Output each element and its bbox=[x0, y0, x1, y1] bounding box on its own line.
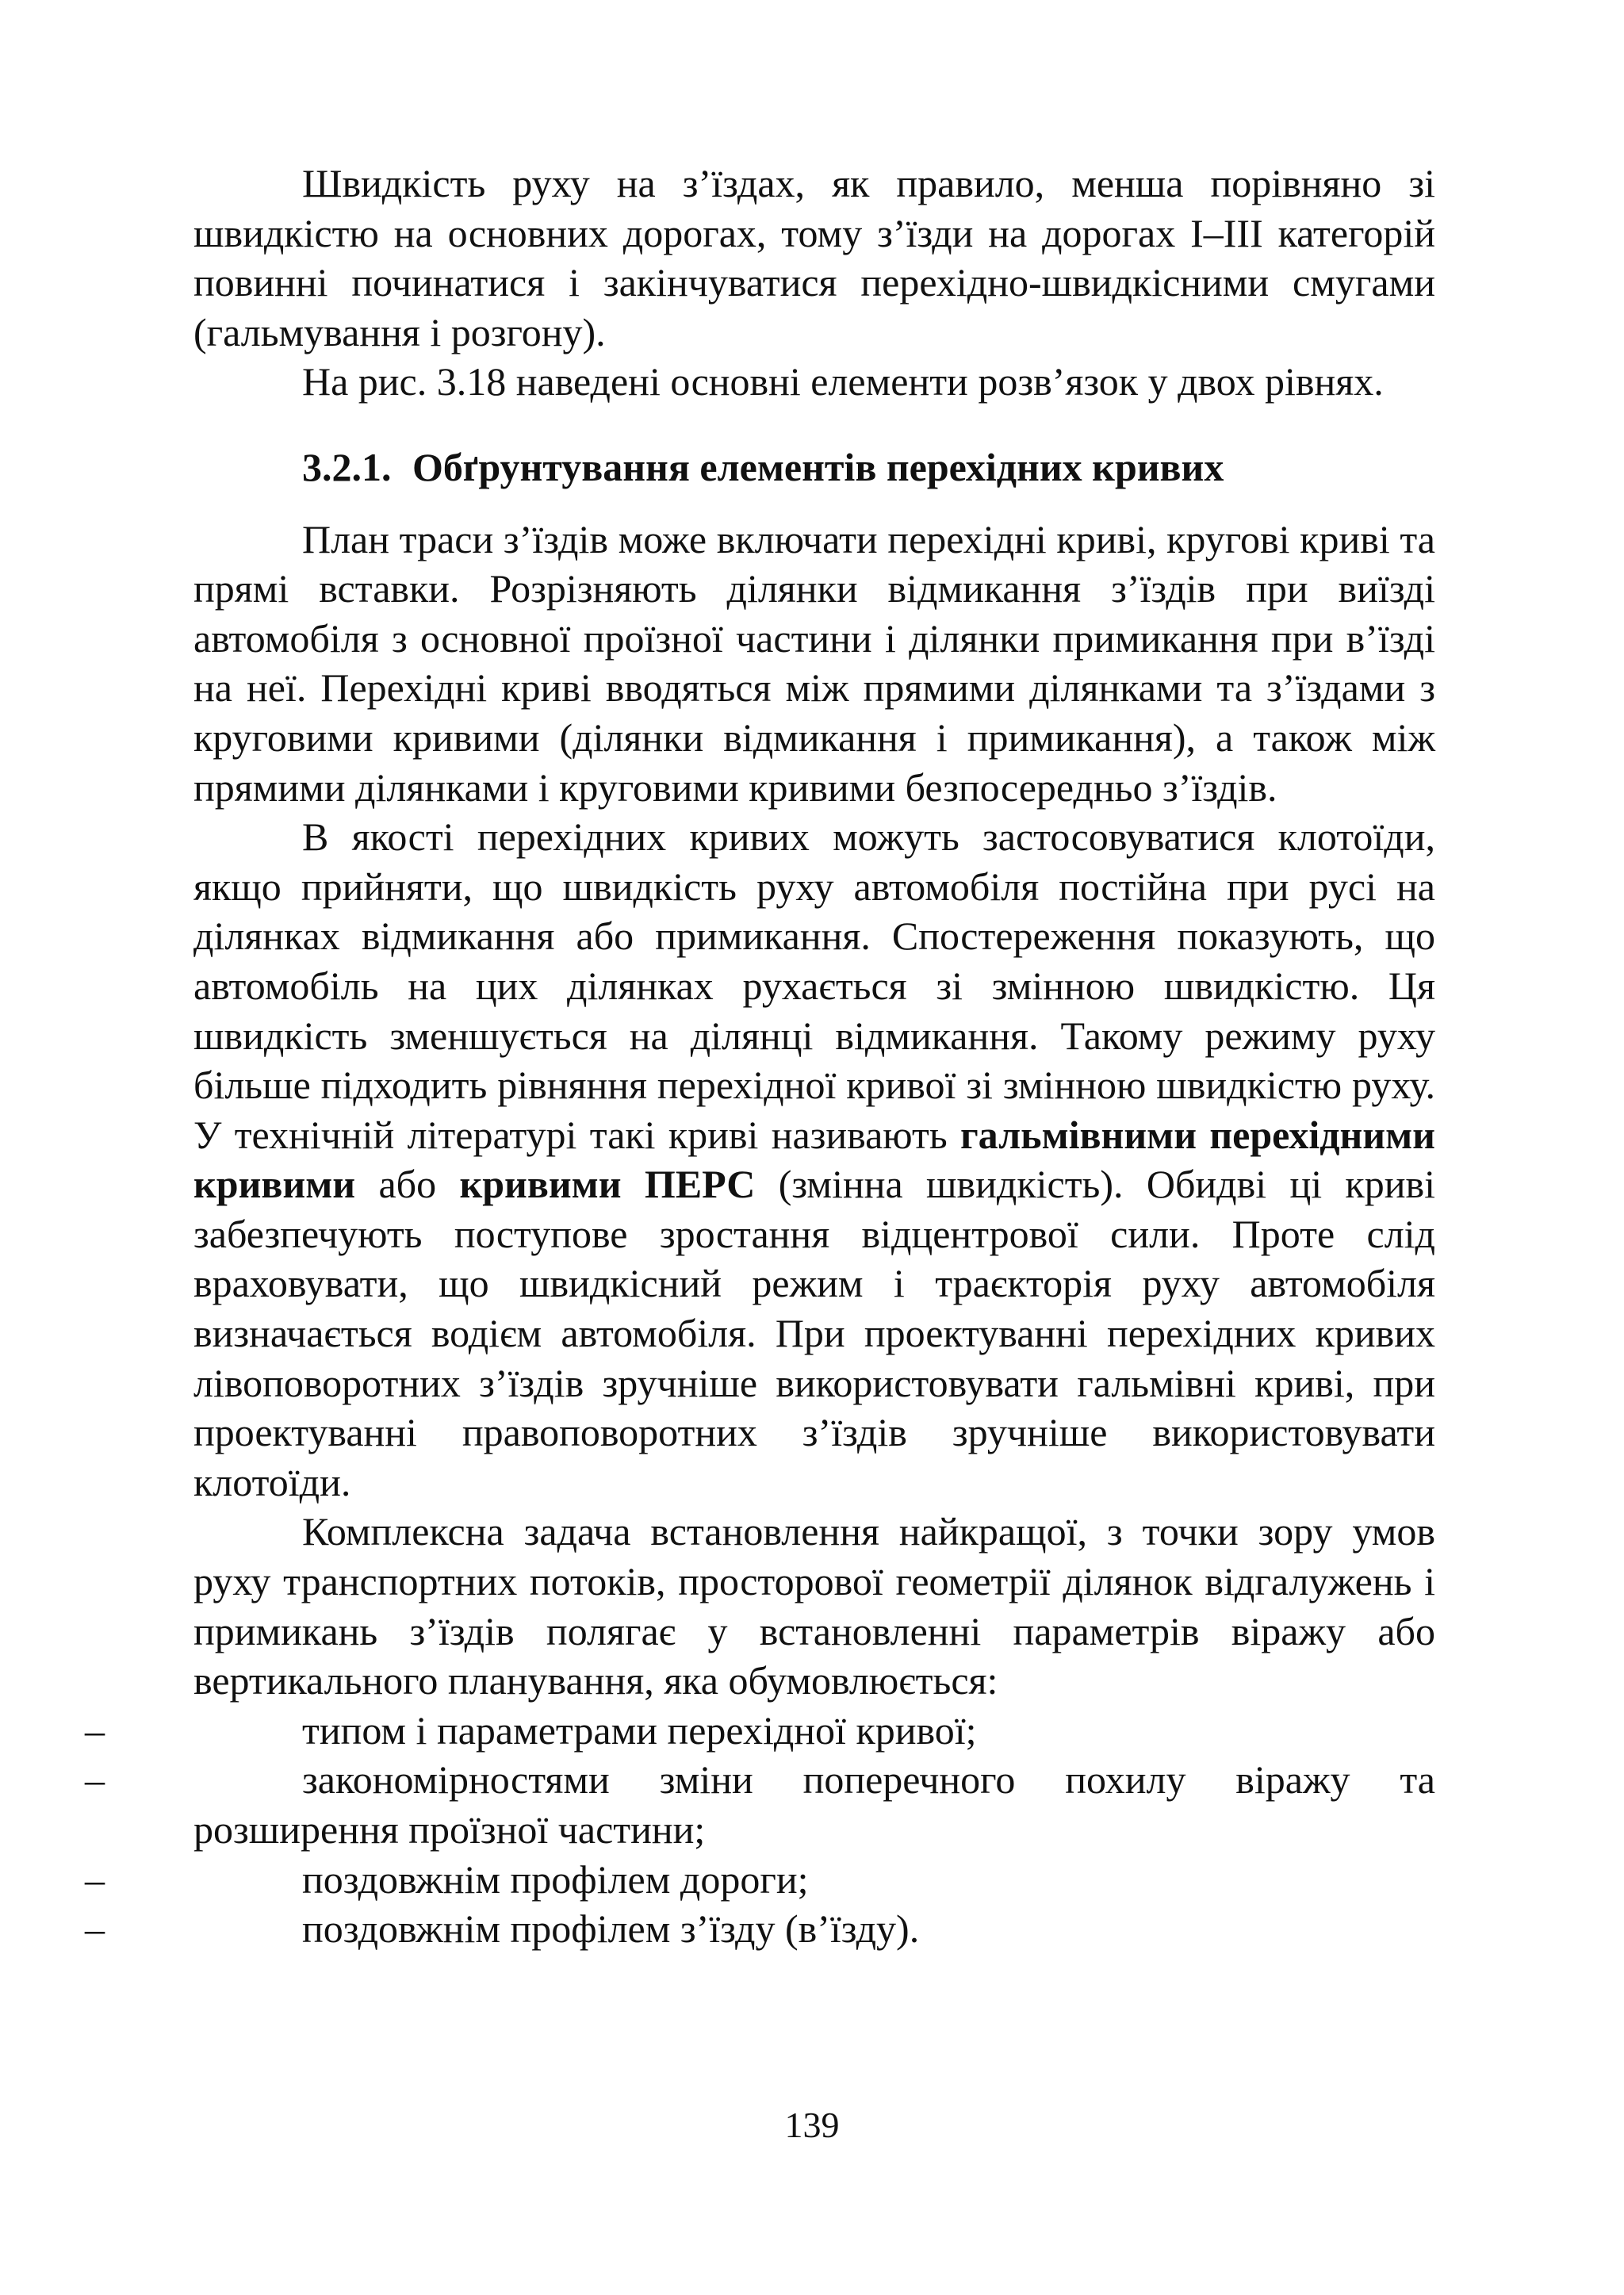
section-number: 3.2.1. bbox=[302, 444, 392, 489]
list-dash: – bbox=[85, 1906, 105, 1952]
bold-term-braking-curves: гальмівними перехідними кривими bbox=[193, 1112, 1435, 1207]
list-item-text: поздовжнім профілем дороги; bbox=[302, 1856, 809, 1902]
list-item bbox=[85, 1706, 1435, 1756]
section-heading bbox=[193, 443, 1435, 492]
list-item-text: поздовжнім профілем з’їзду (в’їзду). bbox=[302, 1906, 920, 1952]
list-item bbox=[85, 1904, 1435, 1954]
list-dash: – bbox=[85, 1856, 105, 1902]
paragraph-ramp-plan: План траси з’їздів може включати перехідні криві, кругові криві та прямі вставки. Розрізняють ділянки відмикання з’їздів при виїзді автомобіля з основної проїзної частини і ділянки примикання при в’їзді на неї. Перехідні криві вводяться між прямими ділянками та з’їздами з круговими кривими (ділянки відмикання і примикання), а також між прямими ділянками і круговими кривими безпосередньо з’їздів. bbox=[193, 516, 1435, 810]
list-dash: – bbox=[85, 1757, 105, 1803]
paragraph-figure-reference: На рис. 3.18 наведені основні елементи розв’язок у двох рівнях. bbox=[302, 359, 1384, 404]
list-item bbox=[85, 1755, 1435, 1854]
page-body bbox=[85, 159, 1435, 1954]
list-item-text: типом і параметрами перехідної кривої; bbox=[302, 1707, 977, 1753]
paragraph-speed-on-ramps: Швидкість руху на з’їздах, як правило, менша порівняно зі швидкістю на основних дорогах, тому з’їзди на дорогах I–III категорій повинні починатися і закінчуватися перехідно-швидкісними смугами (гальмування і розгону). bbox=[193, 161, 1435, 354]
bold-term-pers-curves: кривими ПЕРС bbox=[459, 1162, 756, 1207]
paragraph-complex-task: Комплексна задача встановлення найкращої, з точки зору умов руху транспортних потоків, просторової геометрії ділянок відгалужень і примикань з’їздів полягає у встановленні параметрів віражу або вертикального планування, яка обумовлюється: bbox=[193, 1509, 1435, 1703]
list-item-text: закономірностями зміни поперечного похилу віражу та розширення проїзної частини; bbox=[193, 1757, 1435, 1852]
text-run: В якості перехідних кривих можуть застосовуватися клотоїди, якщо прийняти, що швидкість руху автомобіля постійна при русі на ділянках відмикання або примикання. Спостереження показують, що автомобіль на цих ділянках рухається зі змінною швидкістю. Ця швидкість зменшується на ділянці відмикання. Такому режиму руху більше підходить рівняння перехідної кривої зі змінною швидкістю руху. У технічній літературі такі криві називають bbox=[193, 814, 1435, 1157]
paragraph-transition-curves bbox=[193, 812, 1435, 1507]
text-run: або bbox=[355, 1162, 460, 1207]
list-item bbox=[85, 1855, 1435, 1905]
page-number: 139 bbox=[784, 2105, 840, 2145]
section-title: Обґрунтування елементів перехідних кривих bbox=[412, 444, 1224, 489]
text-run: (змінна швидкість). Обидві ці криві забезпечують поступове зростання відцентрової сили. Проте слід враховувати, що швидкісний режим і траєкторія руху автомобіля визначається водієм автомобіля. При проектуванні перехідних кривих лівоповоротних з’їздів зручніше використовувати гальмівні криві, при проектуванні правоповоротних з’їздів зручніше використовувати клотоїди. bbox=[193, 1162, 1435, 1504]
list-dash: – bbox=[85, 1707, 105, 1753]
